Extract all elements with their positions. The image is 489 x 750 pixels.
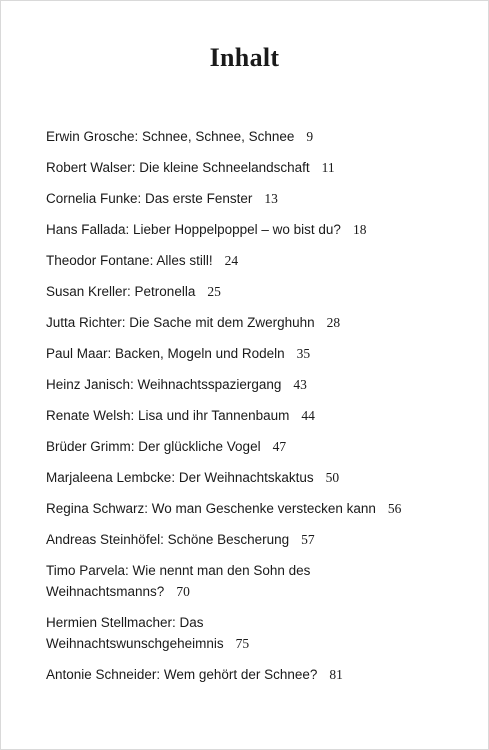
toc-entry-page: 28 bbox=[326, 315, 341, 330]
toc-entry-page: 35 bbox=[296, 346, 311, 361]
toc-entry-page: 25 bbox=[207, 284, 221, 299]
toc-entry[interactable] bbox=[46, 126, 466, 147]
toc-entry-title: Cornelia Funke: Das erste Fenster bbox=[46, 191, 253, 206]
toc-entry-title: Andreas Steinhöfel: Schöne Bescherung bbox=[46, 532, 290, 547]
toc-entry-title: Susan Kreller: Petronella bbox=[46, 284, 196, 299]
toc-entry[interactable] bbox=[46, 312, 466, 333]
toc-entry-title: Jutta Richter: Die Sache mit dem Zwerghuhn bbox=[46, 315, 315, 330]
toc-entry-page: 47 bbox=[272, 439, 287, 454]
toc-entry[interactable] bbox=[46, 436, 466, 457]
toc-entry-page: 50 bbox=[325, 470, 340, 485]
toc-entry[interactable] bbox=[46, 374, 466, 395]
page-title: Inhalt bbox=[209, 43, 280, 72]
toc-entry-page: 56 bbox=[387, 501, 402, 516]
toc-entry-title: Hermien Stellmacher: Das bbox=[46, 615, 204, 630]
toc-entry[interactable] bbox=[46, 281, 466, 302]
toc-entry-title: Regina Schwarz: Wo man Geschenke verstecken kann bbox=[46, 501, 376, 516]
toc-entry-page: 11 bbox=[321, 160, 335, 175]
toc-entry-title: Heinz Janisch: Weihnachtsspaziergang bbox=[46, 377, 282, 392]
toc-entry[interactable] bbox=[46, 157, 466, 178]
toc-entry-page: 44 bbox=[301, 408, 315, 423]
toc-entry-title: Erwin Grosche: Schnee, Schnee, Schnee bbox=[46, 129, 295, 144]
toc-entry-page: 57 bbox=[301, 532, 315, 547]
toc-entry-page: 81 bbox=[329, 667, 343, 682]
toc-entry-title: Renate Welsh: Lisa und ihr Tannenbaum bbox=[46, 408, 290, 423]
toc-entry-title: Robert Walser: Die kleine Schneelandschaft bbox=[46, 160, 310, 175]
table-of-contents bbox=[46, 126, 466, 695]
toc-entry-title: Timo Parvela: Wie nennt man den Sohn des bbox=[46, 563, 311, 578]
toc-entry[interactable] bbox=[46, 664, 466, 685]
toc-entry-title: Brüder Grimm: Der glückliche Vogel bbox=[46, 439, 261, 454]
toc-entry-title: Antonie Schneider: Wem gehört der Schnee? bbox=[46, 667, 318, 682]
toc-entry-page: 70 bbox=[176, 584, 190, 599]
toc-entry-title: Paul Maar: Backen, Mogeln und Rodeln bbox=[46, 346, 285, 361]
toc-entry-page: 9 bbox=[306, 129, 314, 144]
toc-entry-title-cont-text: Weihnachtsmanns? bbox=[46, 584, 165, 599]
toc-entry-page: 24 bbox=[224, 253, 239, 268]
toc-entry-page: 43 bbox=[293, 377, 307, 392]
toc-entry[interactable] bbox=[46, 405, 466, 426]
toc-entry[interactable] bbox=[46, 560, 466, 602]
toc-entry-page: 75 bbox=[235, 636, 250, 651]
toc-entry[interactable] bbox=[46, 612, 466, 654]
toc-entry-title: Marjaleena Lembcke: Der Weihnachtskaktus bbox=[46, 470, 314, 485]
toc-entry-page: 13 bbox=[264, 191, 278, 206]
toc-entry[interactable] bbox=[46, 250, 466, 271]
toc-entry-title: Theodor Fontane: Alles still! bbox=[46, 253, 213, 268]
toc-entry[interactable] bbox=[46, 529, 466, 550]
toc-entry[interactable] bbox=[46, 188, 466, 209]
toc-entry[interactable] bbox=[46, 467, 466, 488]
toc-entry-title-continued bbox=[46, 581, 466, 602]
toc-entry[interactable] bbox=[46, 343, 466, 364]
toc-entry-title-continued bbox=[46, 633, 466, 654]
toc-entry-page: 18 bbox=[352, 222, 367, 237]
toc-entry-title: Hans Fallada: Lieber Hoppelpoppel – wo bist du? bbox=[46, 222, 341, 237]
toc-entry[interactable] bbox=[46, 498, 466, 519]
toc-entry-title-cont-text: Weihnachtswunschgeheimnis bbox=[46, 636, 224, 651]
toc-entry[interactable] bbox=[46, 219, 466, 240]
